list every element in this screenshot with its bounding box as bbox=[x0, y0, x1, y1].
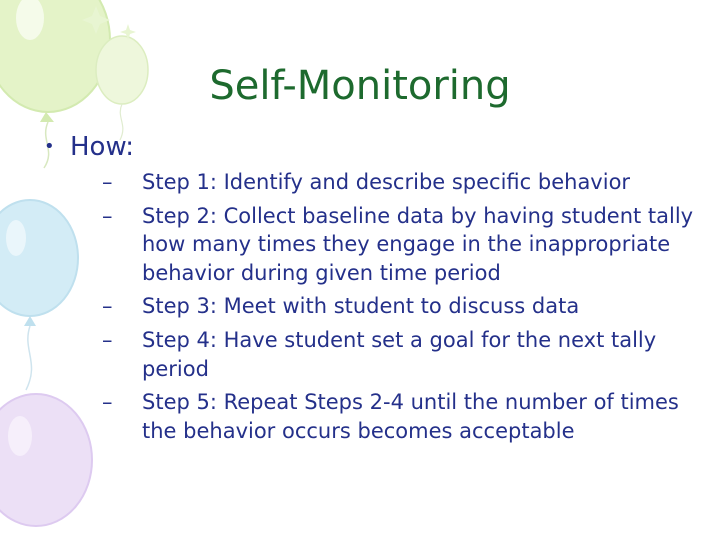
step-text: Step 5: Repeat Steps 2-4 until the number of times the behavior occurs becomes acceptable bbox=[142, 390, 679, 443]
slide-content bbox=[42, 130, 702, 450]
step-item bbox=[102, 388, 702, 445]
step-dash: – bbox=[102, 390, 113, 415]
bullet-label: How: bbox=[70, 132, 135, 162]
step-item bbox=[102, 326, 702, 383]
bullet-dot: • bbox=[44, 136, 55, 157]
step-dash: – bbox=[102, 203, 113, 228]
step-dash: – bbox=[102, 170, 113, 194]
step-text: Step 4: Have student set a goal for the next tally period bbox=[142, 327, 657, 381]
step-text: Step 3: Meet with student to discuss data bbox=[142, 294, 580, 319]
step-text: Step 1: Identify and describe specific behavior bbox=[142, 170, 631, 194]
steps-list bbox=[42, 168, 702, 445]
step-item bbox=[102, 168, 702, 197]
slide-title: Self-Monitoring bbox=[209, 63, 511, 109]
step-item bbox=[102, 292, 702, 321]
step-dash: – bbox=[102, 294, 113, 319]
step-text: Step 2: Collect baseline data by having student tally how many times they engage in the inappropriate behavior during given time period bbox=[142, 203, 694, 285]
step-dash: – bbox=[102, 327, 113, 352]
bullet-how bbox=[42, 130, 702, 164]
step-item bbox=[102, 202, 702, 288]
